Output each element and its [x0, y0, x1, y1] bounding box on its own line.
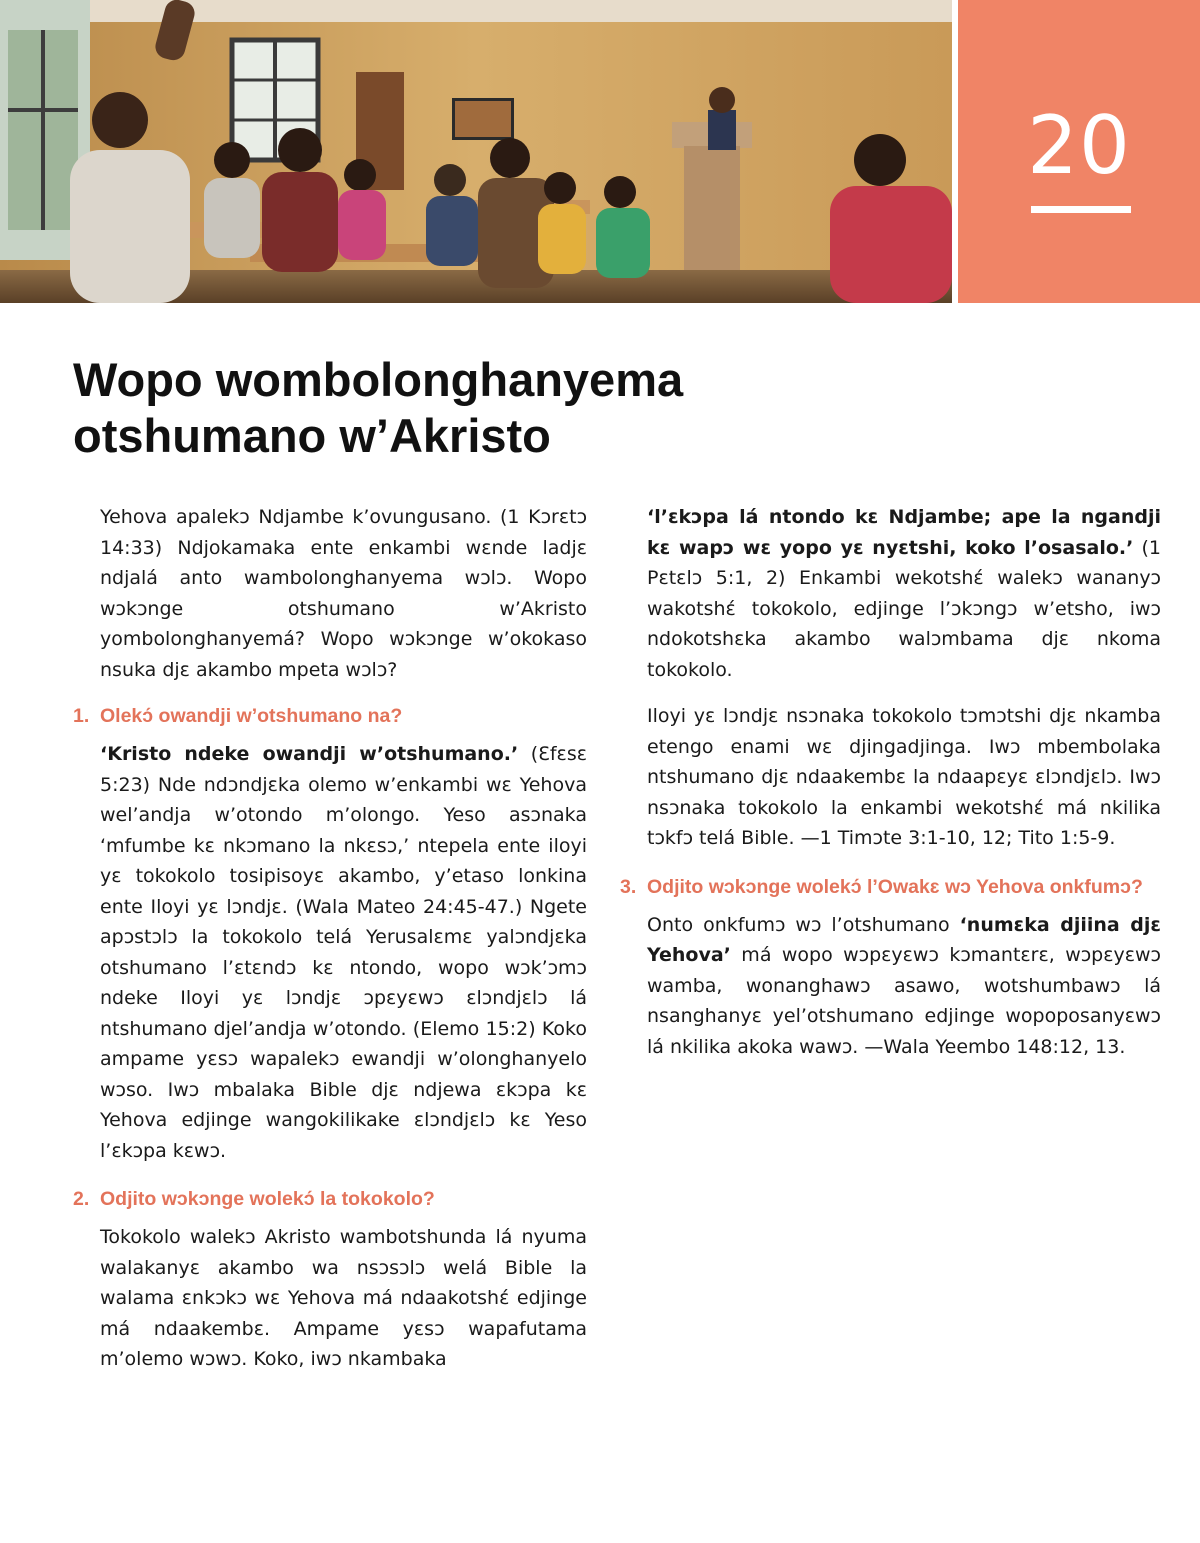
paragraph-text: (1 Pɛtɛlɔ 5:1, 2) Enkambi wekotshɛ́ walekɔ wananyɔ wakotshɛ́ tokokolo, edjinge l’ɔkɔngɔ w’etsho, iwɔ ndokotshɛka akambo walɔmbama djɛ nkoma tokokolo. [647, 536, 1161, 681]
bold-quote: ‘numɛka djiina djɛ Yehova’ [647, 913, 1161, 966]
lesson-number-box [958, 0, 1200, 303]
question-text: Olekɔ́ owandji w’otshumano na? [100, 705, 403, 727]
page-title: Wopo wombolonghanyema otshumano w’Akristo [73, 353, 684, 462]
question-number: 1. [73, 705, 90, 727]
hero-photo [0, 0, 952, 303]
answer-2-paragraph-cont [620, 502, 1161, 685]
lesson-number: 20 [1027, 99, 1131, 192]
paragraph-text: Tokokolo walekɔ Akristo wambotshunda lá nyuma walakanyɛ akambo wa nsɔsɔlɔ welá Bible la walama ɛnkɔkɔ wɛ Yehova má ndaakotshɛ́ edjinge má ndaakembɛ. Ampame yɛsɔ wapafutama m’olemo wɔwɔ. Koko, iwɔ nkambaka [100, 1226, 587, 1370]
paragraph-text: (Ɛfɛsɛ 5:23) Nde ndɔndjɛka olemo w’enkambi wɛ Yehova wel’andja w’otondo m’olongo. Yeso asɔnaka ‘mfumbe kɛ nkɔmano la nkɛsɔ,’ ntepela ente iloyi yɛ tokokolo tosipisoyɛ akambo, y’etaso lonkina ente Iloyi yɛ lɔndjɛ. (Wala Mateo 24:45-47.) Ngete apɔstɔlɔ la tokokolo telá Yerusalɛmɛ yalɔndjɛka otshumano l’ɛtɛndɔ kɛ ntondo, wopo wɔk’ɔmɔ ndeke Iloyi yɛ lɔndjɛ ɔpɛyɛwɔ ɛlɔndjɛlɔ lá ntshumano djel’andja w’otondo. (Elemo 15:2) Koko ampame yɛsɔ wapalekɔ ewandji w’olonghanyelo wɔso. Iwɔ mbalaka Bible djɛ ndjewa ɛkɔpa kɛ Yehova edjinge wangokilikake ɛlɔndjɛlɔ kɛ Yeso l’ɛkɔpa kɛwɔ. [100, 743, 587, 1162]
question-2-heading [73, 1184, 587, 1214]
answer-2-paragraph-start [73, 1222, 587, 1370]
answer-1-paragraph [73, 739, 587, 1166]
lesson-number-underline [1031, 206, 1131, 213]
question-3-heading [620, 872, 1161, 902]
question-text: Odjito wɔkɔnge wolekɔ́ la tokokolo? [100, 1188, 435, 1210]
answer-3-paragraph [620, 910, 1161, 1063]
question-number: 3. [620, 875, 637, 898]
question-1-heading [73, 701, 587, 731]
bold-quote: ‘l’ɛkɔpa lá ntondo kɛ Ndjambe; ape la ngandji kɛ wapɔ wɛ yopo yɛ nyɛtshi, koko l’osasalo.’ [647, 506, 1161, 559]
right-column [620, 502, 1161, 1078]
left-column [73, 502, 587, 1370]
answer-2-paragraph-2: Iloyi yɛ lɔndjɛ nsɔnaka tokokolo tɔmɔtshi djɛ nkamba etengo enami wɛ djingadjinga. Iwɔ mbembolaka ntshumano djɛ ndaakembɛ la ndaapɛyɛ ɛlɔndjɛlɔ. Iwɔ nsɔnaka tokokolo la enkambi wekotshɛ́ má nkilika tɔkfɔ telá Bible. —1 Timɔte 3:1-10, 12; Tito 1:5-9. [647, 705, 1161, 849]
question-number: 2. [73, 1188, 90, 1210]
paragraph-text: má wopo wɔpɛyɛwɔ kɔmantɛrɛ, wɔpɛyɛwɔ wamba, wonanghawɔ asawo, wotshumbawɔ lá nsanghanyɛ yel’otshumano edjinge wopoposanyɛwɔ lá nkilika akoka wawɔ. —Wala Yeembo 148:12, 13. [647, 944, 1161, 1058]
bold-quote: ‘Kristo ndeke owandji w’otshumano.’ [100, 743, 519, 765]
intro-paragraph: Yehova apalekɔ Ndjambe k’ovungusano. (1 Kɔrɛtɔ 14:33) Ndjokamaka ente enkambi wɛnde ladjɛ ndjalá anto wambolonghanyema wɔlɔ. Wopo wɔkɔnge otshumano w’Akristo yombolonghanyemá? Wopo wɔkɔnge w’okokaso nsuka djɛ akambo mpeta wɔlɔ? [100, 506, 587, 681]
question-text: Odjito wɔkɔnge wolekɔ́ l’Owakɛ wɔ Yehova onkfumɔ? [647, 875, 1143, 898]
meeting-illustration [0, 0, 952, 303]
paragraph-text: Onto onkfumɔ wɔ l’otshumano [647, 913, 960, 936]
